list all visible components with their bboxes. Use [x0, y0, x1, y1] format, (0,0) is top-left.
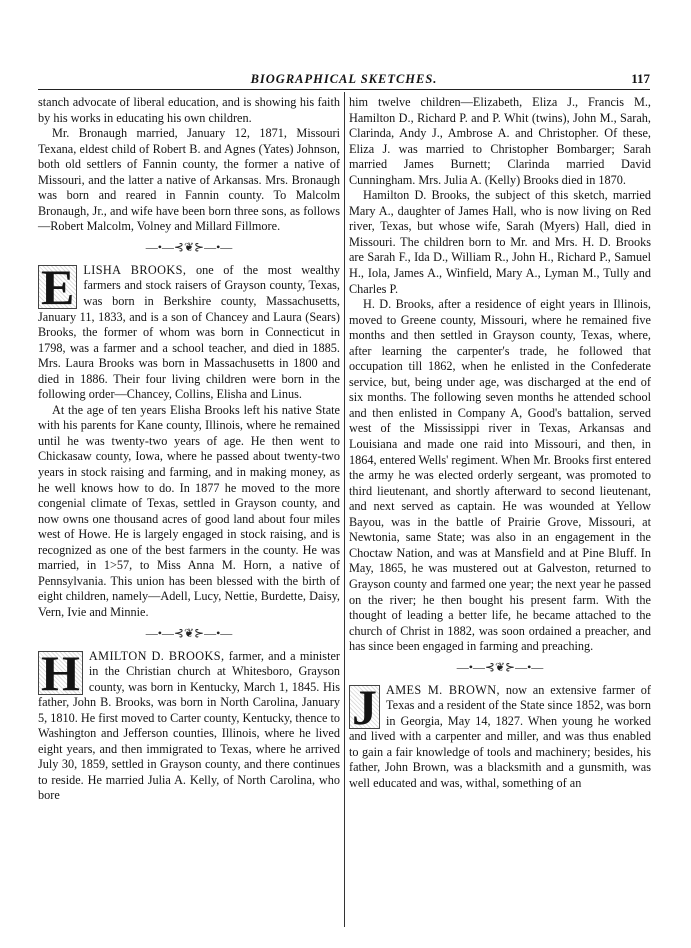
section-ornament: —•—⊰❦⊱—•— — [145, 239, 233, 254]
column-divider — [344, 92, 345, 927]
paragraph: stanch advocate of liberal education, and is showing his faith by his works in educating his own children. — [38, 95, 340, 125]
subject-name: AMES M. BROWN, — [386, 682, 500, 697]
paragraph: Hamilton D. Brooks, the subject of this sketch, married Mary A., daughter of James Hall, who is now living on Red river, Texas, but whose wife, Sarah (Myers) Hall, died in Missouri. The children born to Mr. and Mrs. H. D. Brooks are Sarah F., Ida D., William R., John H., Richard P., Samuel H., Iola, James A., Winfield, Mary A., Lyman M., Tully and Charles P. — [349, 188, 651, 296]
section-ornament: —•—⊰❦⊱—•— — [145, 625, 233, 640]
drop-cap: E — [38, 265, 77, 309]
paragraph-text: now an extensive farmer of Texas and a resident of the State since 1852, was born in Georgia, May 14, 1827. When young he worked and lived with a carpenter and miller, and was thus enabled to gain a fair knowledge of tools and machinery; besides, his father, John Brown, was a blacksmith and a gunsmith, was well educated and was, withal, something of an — [349, 682, 652, 790]
sketch-james-brown — [349, 678, 652, 792]
paragraph-text: farmer, and a minister in the Christian church at Whitesboro, Grayson county, was born in Kentucky, March 1, 1845. His father, John B. Brooks, was born in North Carolina, January 5, 1810. He first moved to Carter county, Kentucky, thence to Washington and Jefferson counties, Illinois, where he lived eight years, and then immigrated to Texas, where he arrived July 30, 1859, settled in Grayson county, and there continues to reside. He married Julia A. Kelly, of North Carolina, who bore — [38, 648, 340, 803]
sketch-hamilton-brooks — [38, 644, 340, 804]
header-rule — [38, 89, 650, 90]
paragraph: H. D. Brooks, after a residence of eight years in Illinois, moved to Greene county, Missouri, where he remained five months and then settled in Grayson county, Texas, where, after learning the carpenter's trade, he followed that occupation till 1862, when he enlisted in the Confederate service, but, being under age, was discharged at the end of six months. The following seven months he attended school and then enlisted in Company A, Good's battalion, served west of the Mississippi river in Texas, Arkansas and Louisiana and made one raid into Missouri, and then, in 1864, entered Wells' regiment. When Mr. Brooks first entered the army he was elected orderly sergeant, was promoted to third lieutenant, and shortly afterward to second lieutenant, and next served as captain. He was wounded at Yellow Bayou, was in the battle of Prairie Grove, Missouri, at Newtonia, same State; was also in an engagement in the Choctaw Nation, and was at Mansfield and at Pine Bluff. In May, 1865, he was mustered out at Galveston, returned to Grayson county and farmed one year; the next year he passed on the river; he then bought his present farm. With the thought of leading a better life, he became attached to the church of Christ in 1882, was soon ordained a preacher, and has since been engaged in farming and preaching. — [349, 297, 651, 654]
drop-cap: H — [38, 651, 83, 695]
paragraph: At the age of ten years Elisha Brooks left his native State with his parents for Kane county, Illinois, where he remained until he was twenty-two years of age. He then went to Chickasaw county, Iowa, where he passed about twenty-two years in stock raising and farming, and in making money, as he well knows how to do. In 1877 he moved to the more congenial climate of Texas, settled in Grayson county, and now owns one thousand acres of good land about four miles west of Howe. He is largely engaged in stock raising, and is recognized as one of the best farmers in the county. He was married, in 1⁠⁠⁠>57, to Miss Anna M. Horn, a native of Pennsylvania. This union has been blessed with the birth of eight children, namely—Adell, Lucy, Nettie, Burdette, Daisy, Vern, Ivie and Minnie. — [38, 402, 340, 619]
left-column — [38, 95, 340, 804]
page-header — [38, 58, 650, 88]
page-number: 117 — [631, 71, 650, 86]
paragraph-text: one of the most wealthy farmers and stock raisers of Grayson county, Texas, was born in Berkshire county, Massachusetts, January 11, 1833, and is a son of Chancey and Laura (Sears) Brooks, the former of whom was born in Connecticut in 1798, was a farmer and a school teacher, and died in 1885. Mrs. Laura Brooks was born in Massachusetts in 1800 and died in 1886. Their four living children were born in the following order—Chancey, Collins, Elisha and Linus. — [38, 262, 340, 402]
sketch-elisha-brooks — [38, 258, 340, 403]
paragraph: Mr. Bronaugh married, January 12, 1871, Missouri Texana, eldest child of Robert B. and Agnes (Yates) Johnson, both old settlers of Fannin county, the former a native of Missouri, and the latter a native of Arkansas. Mrs. Bronaugh was born and reared in Fannin county. To Malcolm Bronaugh, Jr., and wife have been born three sons, as follows—Robert Malcolm, Volney and Millard Fillmore. — [38, 126, 340, 234]
subject-name: AMILTON D. BROOKS, — [88, 648, 225, 663]
subject-name: LISHA BROOKS, — [83, 262, 187, 277]
section-ornament: —•—⊰❦⊱—•— — [456, 659, 544, 674]
running-title: BIOGRAPHICAL SKETCHES. — [250, 72, 438, 86]
paragraph: him twelve children—Elizabeth, Eliza J., Francis M., Hamilton D., Richard P. and P. Whit (twins), John M., Sarah, Clarinda, Andy J., Ambrose A. and Christopher. Of these, Eliza J. was married to Christopher Bombarger; Sarah married James Burnett; Clarinda married David Cunningham. Mrs. Julia A. (Kelly) Brooks died in 1870. — [349, 95, 651, 187]
right-column — [349, 95, 651, 792]
drop-cap: J — [349, 685, 380, 729]
